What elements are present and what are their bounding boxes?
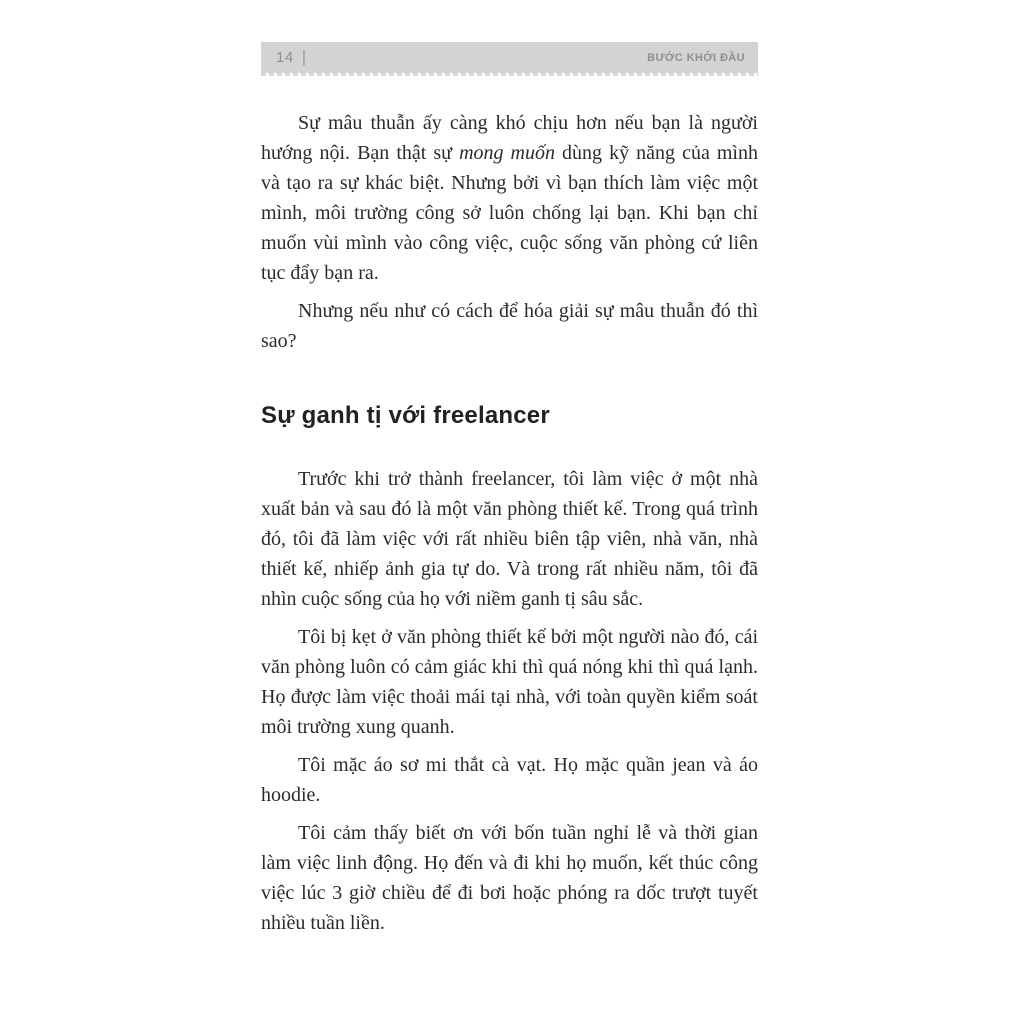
paragraph-text: Sự mâu thuẫn ấy càng khó chịu hơn nếu bạn là người hướng nội. Bạn thật sự [261,112,758,164]
page-header [261,42,758,73]
paragraph-section-2: Tôi bị kẹt ở văn phòng thiết kế bởi một người nào đó, cái văn phòng luôn có cảm giác khi thì quá nóng khi thì quá lạnh. Họ được làm việc thoải mái tại nhà, với toàn quyền kiểm soát môi trường xung quanh. [261,626,758,738]
paragraph-text: dùng kỹ năng của mình và tạo ra sự khác biệt. Nhưng bởi vì bạn thích làm việc một mình, môi trường công sở luôn chống lại bạn. Khi bạn chỉ muốn vùi mình vào công việc, cuộc sống văn phòng cứ liên tục đẩy bạn ra. [261,142,758,284]
paragraph-section-3: Tôi mặc áo sơ mi thắt cà vạt. Họ mặc quần jean và áo hoodie. [261,754,758,806]
paragraph-italic-text: mong muốn [459,142,555,164]
page-body [261,73,758,938]
paragraph-section-4: Tôi cảm thấy biết ơn với bốn tuần nghỉ lễ và thời gian làm việc linh động. Họ đến và đi khi họ muốn, kết thúc công việc lúc 3 giờ chiều để đi bơi hoặc phóng ra dốc trượt tuyết nhiều tuần liền. [261,822,758,934]
page-number: 14 [276,49,294,66]
page-number-group [276,48,306,68]
section-heading: Sự ganh tị với freelancer [261,402,550,429]
paragraph-intro-1 [261,108,758,288]
page-number-divider: | [301,46,307,66]
content-column [261,42,758,938]
running-title: BƯỚC KHỞI ĐẦU [647,51,745,64]
paragraph-section-1: Trước khi trở thành freelancer, tôi làm việc ở một nhà xuất bản và sau đó là một văn phòng thiết kế. Trong quá trình đó, tôi đã làm việc với rất nhiều biên tập viên, nhà văn, nhà thiết kế, nhiếp ảnh gia tự do. Và trong rất nhiều năm, tôi đã nhìn cuộc sống của họ với niềm ganh tị sâu sắc. [261,468,758,610]
paragraph-intro-2: Nhưng nếu như có cách để hóa giải sự mâu thuẫn đó thì sao? [261,300,758,352]
